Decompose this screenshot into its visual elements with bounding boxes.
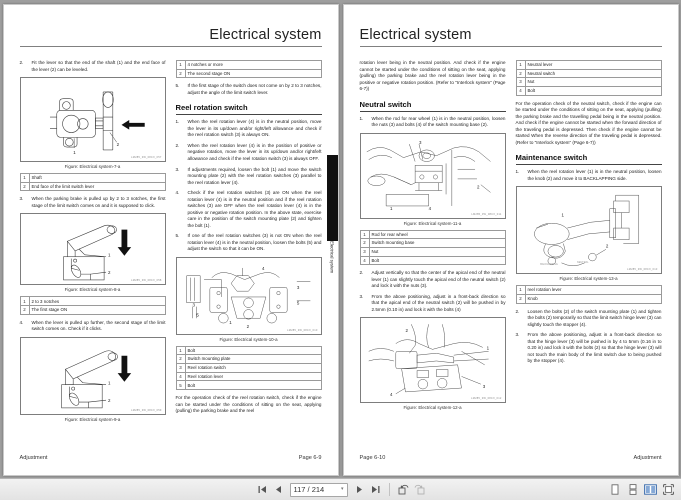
table-row	[516, 78, 661, 87]
item-text: When the rod for rear wheel (1) is in the neutral position, loosen the nuts (3) and bolts (4) of the switch mounting base (2).	[371, 115, 506, 128]
next-page-icon[interactable]	[353, 482, 366, 497]
figure-electrical-system-9a	[20, 337, 166, 415]
svg-text:1: 1	[72, 149, 76, 155]
key-number: 1	[176, 346, 185, 355]
toolbar-navigation-group	[0, 482, 681, 497]
table-row	[516, 295, 661, 304]
item-number: 3.	[359, 293, 364, 299]
key-label: Shaft	[29, 174, 165, 183]
toolbar-separator	[389, 483, 390, 496]
item-text: When the reel rotation lever (4) is in the neutral position, move the lever in its up/down and/or right/left allowance and check if the reel rotation switch (3) is always ON.	[187, 119, 322, 138]
first-page-icon[interactable]	[256, 482, 269, 497]
page-right[interactable]	[343, 4, 679, 476]
table-row	[516, 69, 661, 78]
key-label: reel rotation lever	[525, 286, 661, 295]
svg-text:5: 5	[195, 311, 199, 317]
key-label: 4 notches or more	[185, 61, 321, 70]
table-row	[360, 247, 505, 256]
table-row	[176, 346, 321, 355]
svg-text:1: 1	[107, 253, 110, 259]
table-row	[176, 372, 321, 381]
figure-caption: Figure: Electrical system-7-a	[64, 164, 121, 170]
figure-12a-drawing	[361, 318, 505, 402]
footer-section-label: Adjustment	[19, 455, 48, 461]
table-row	[516, 286, 661, 295]
key-number: 3	[516, 78, 525, 87]
table-row	[360, 239, 505, 248]
svg-text:BACKLAPPING: BACKLAPPING	[539, 263, 558, 267]
page-left[interactable]	[3, 4, 339, 476]
item-text: Adjust vertically so that the center of the apical end of the neutral lever (1) can slightly touch the apical end of the neutral switch (2) and lock it with the nuts (3).	[371, 270, 506, 289]
item-number: 2.	[359, 270, 364, 276]
section-heading-reel-rotation-switch: Reel rotation switch	[176, 103, 322, 115]
key-number: 2	[360, 239, 369, 248]
item-number: 4.	[19, 319, 24, 325]
prev-page-glyph	[274, 485, 283, 494]
key-number: 2	[176, 69, 185, 78]
key-label: Switch mounting base	[369, 239, 505, 248]
previous-page-icon[interactable]	[272, 482, 285, 497]
last-page-glyph	[371, 485, 380, 494]
svg-text:4: 4	[428, 205, 431, 211]
figure-electrical-system-12a	[360, 317, 506, 403]
chevron-down-icon[interactable]: ▾	[340, 486, 344, 492]
figure-caption: Figure: Electrical system-8-a	[64, 287, 121, 293]
key-number: 1	[516, 61, 525, 70]
svg-text:2: 2	[107, 270, 110, 276]
page-title: Electrical system	[209, 27, 322, 43]
item-number: 3.	[19, 196, 24, 202]
table-row	[176, 381, 321, 390]
page-title: Electrical system	[359, 27, 472, 43]
fit-view-glyph	[663, 484, 674, 495]
key-label: Neutral lever	[525, 61, 661, 70]
key-label: Switch mounting plate	[185, 355, 321, 364]
item-text: When the reel rotation lever (4) is in the position of positive or negative rotation, move the lever in its up/down and/or right/left allowance and check if the reel rotation switch (3) is always OFF.	[187, 142, 322, 161]
key-number: 3	[176, 364, 185, 373]
table-row	[516, 87, 661, 96]
table-row	[20, 297, 165, 306]
key-label: Bolt	[185, 346, 321, 355]
key-number: 5	[176, 381, 185, 390]
svg-text:2: 2	[107, 397, 110, 403]
figure-code: LM285_3W_08CX_011	[471, 212, 502, 216]
table-row	[516, 61, 661, 70]
figure-code: LM285_3W_08CX_059	[131, 408, 162, 412]
list-item	[360, 270, 506, 290]
key-label: Reel rotation switch	[185, 364, 321, 373]
toolbar-view-mode-group	[608, 482, 675, 497]
key-label: Reel rotation lever	[185, 372, 321, 381]
figure-7a-key-table	[20, 173, 166, 191]
key-number: 2	[176, 355, 185, 364]
svg-text:1: 1	[560, 212, 564, 218]
figure-electrical-system-13a	[516, 186, 662, 274]
key-label: 2 to 3 notches	[29, 297, 165, 306]
key-label: Bolt	[185, 381, 321, 390]
figure-code: LM285_3W_08CX_058	[131, 279, 162, 283]
key-number: 2	[20, 182, 29, 191]
left-page-column-1	[20, 60, 166, 426]
key-label: The second stage ON	[185, 69, 321, 78]
table-row	[176, 364, 321, 373]
svg-text:2: 2	[116, 142, 119, 148]
neutral-switch-check-paragraph: For the operation check of the neutral switch, check if the engine can be started under the conditions of sitting on the seat, applying (pulling) the parking brake and the travelling pedal being in the neutral position. And check if the engine cannot be started when the forward direction of the traveling pedal is depressed. Then check if the engine cannot be started When the reverse direction of the traveling pedal is depressed. (Refer to "Interlock system" (Page 6-7))	[515, 100, 662, 145]
key-label: The first stage ON	[29, 306, 165, 315]
table-row	[20, 182, 165, 191]
closing-paragraph: For the operation check of the reel rotation switch, check if the engine can be started under the conditions of sitting on the seat, applying (pulling) the parking brake and the reel	[175, 395, 322, 414]
svg-text:1: 1	[107, 380, 110, 386]
svg-text:2: 2	[605, 243, 608, 249]
last-page-icon[interactable]	[369, 482, 382, 497]
page-left-header	[20, 27, 322, 53]
list-item	[20, 320, 166, 333]
right-page-column-1	[360, 60, 506, 414]
table-row	[176, 355, 321, 364]
key-label: End face of the limit switch lever	[29, 182, 165, 191]
svg-text:2: 2	[404, 328, 408, 334]
notch-key-table	[176, 60, 322, 78]
figure-11a-drawing	[361, 134, 505, 218]
rotate-counterclockwise-icon[interactable]	[397, 482, 410, 497]
item-text: If adjustments required, loosen the bolt (1) and move the switch mounting plate (2) with the reel rotation switches (3) parallel to the reel rotation lever (4).	[187, 166, 322, 185]
svg-text:1: 1	[486, 345, 489, 351]
item-text: Fit the lever so that the end of the shaft (1) and the end face of the lever (2) can be leveled.	[31, 60, 166, 72]
facing-pages-glyph	[644, 484, 657, 495]
key-label: Bolt	[525, 87, 661, 96]
table-row	[176, 69, 321, 78]
footer-section-label: Adjustment	[633, 455, 662, 461]
list-item	[176, 83, 322, 96]
item-text: Check if the reel rotation switches (3) are ON when the reel rotation lever (4) is in the neutral position and if the reel rotation switches (3) are OFF when the reel rotation lever (4) is in the positive or negative rotation position. In the above state, exercise care in the position of the switch mounting plate (2) and tighten the bolt (1).	[187, 190, 322, 228]
item-text: If one of the reel rotation switches (3) is not ON when the reel rotation lever (4) is in the neutral position, loosen the bolts (5) and adjust the switch so that it can be ON.	[187, 233, 322, 252]
viewer-toolbar	[0, 478, 681, 500]
item-text: From the above positioning, adjust in a front-back direction so that the apical end of the neutral switch (2) will be pushed in by 2.5mm (0.10 in) and lock it with the bolts (4)	[371, 293, 506, 312]
key-label: Neutral switch	[525, 69, 661, 78]
figure-code: LM285_3W_08CX_057	[131, 156, 162, 160]
rotate-clockwise-icon[interactable]	[413, 482, 426, 497]
key-label: Bolt	[369, 256, 505, 265]
list-item	[176, 233, 322, 253]
figure-13a-key-table	[516, 285, 662, 303]
single-page-view-icon[interactable]	[608, 482, 621, 497]
neutral-switch-key-table	[516, 60, 662, 96]
svg-text:3: 3	[296, 284, 299, 290]
header-rule	[360, 46, 662, 47]
item-number: 2.	[19, 60, 24, 65]
key-label: Nut	[369, 247, 505, 256]
page-right-header	[360, 27, 662, 53]
rotate-ccw-glyph	[398, 484, 409, 495]
item-text: If the first stage of the switch does not come on by 2 to 3 notches, adjust the angle of the limit switch lever.	[187, 83, 322, 95]
figure-electrical-system-10a	[176, 257, 322, 335]
figure-10a-key-table	[176, 346, 322, 390]
figure-caption: Figure: Electrical system-13-a	[559, 276, 618, 282]
svg-text:3: 3	[418, 139, 421, 145]
item-text: From the above positioning, adjust in a front-back direction so that the hinge lever (3) will be pushed in by 4 to 5mm (0.16 in to 0.20 in) and lock it with the bolts (2) so that the hinge lever (3) will not touch the main body of the limit switch due to being pushed by the stopper (4).	[527, 332, 662, 364]
section-heading-neutral-switch: Neutral switch	[360, 100, 506, 112]
item-text: When the parking brake is pulled up by 2 to 3 notches, the first stage of the limit switch comes on and it is supposed to click.	[31, 196, 166, 208]
figure-electrical-system-8a	[20, 213, 166, 285]
svg-text:5: 5	[296, 300, 299, 306]
figure-10a-drawing	[177, 258, 321, 334]
figure-7a-drawing	[21, 78, 165, 161]
first-page-glyph	[258, 485, 267, 494]
figure-8a-key-table	[20, 296, 166, 314]
key-number: 1	[516, 286, 525, 295]
list-item	[516, 332, 662, 365]
footer-page-number: Page 6-9	[298, 455, 322, 461]
figure-code: LM285_3W_08CX_013	[627, 268, 658, 272]
list-item	[176, 190, 322, 229]
next-page-glyph	[355, 485, 364, 494]
svg-text:3: 3	[191, 302, 195, 308]
item-text: When the reel rotation lever (1) is in the neutral position, loosen the knob (2) and move it to BACKLAPPING side.	[527, 169, 662, 181]
item-text: When the lever is pulled up further, the second stage of the limit switch comes on. Check if it clicks.	[31, 319, 166, 332]
facing-pages-view-icon[interactable]	[644, 482, 657, 497]
figure-electrical-system-7a	[20, 77, 166, 162]
continuous-glyph	[628, 484, 638, 495]
fit-view-icon[interactable]	[662, 482, 675, 497]
list-item	[176, 119, 322, 139]
key-label: Nut	[525, 78, 661, 87]
svg-text:3: 3	[482, 384, 485, 390]
figure-13a-drawing	[517, 187, 661, 273]
key-number: 2	[516, 69, 525, 78]
svg-text:NEUTRAL: NEUTRAL	[576, 261, 589, 265]
figure-caption: Figure: Electrical system-11-a	[403, 220, 462, 226]
intro-paragraph: rotation lever being in the neutral position. And check if the engine cannot be started under the conditions of sitting on the seat, applying (pulling) the parking brake and the reel rotation lever being in the positive or negative rotation position. (Refer to "Interlock system" (Page 6-7))	[359, 60, 506, 92]
svg-text:2: 2	[476, 184, 479, 190]
continuous-view-icon[interactable]	[626, 482, 639, 497]
thumb-tab-black	[327, 155, 338, 241]
key-number: 1	[20, 297, 29, 306]
key-label: Knob	[525, 295, 661, 304]
figure-caption: Figure: Electrical system-12-a	[403, 405, 462, 411]
key-number: 4	[360, 256, 369, 265]
key-number: 2	[20, 306, 29, 315]
figure-caption: Figure: Electrical system-10-a	[219, 336, 278, 342]
item-number: 4.	[175, 190, 180, 196]
figure-electrical-system-11a	[360, 133, 506, 219]
list-item	[516, 169, 662, 182]
figure-8a-drawing	[21, 214, 165, 284]
figure-caption: Figure: Electrical system-9-a	[64, 416, 121, 422]
item-number: 3.	[515, 332, 520, 338]
footer-page-number: Page 6-10	[359, 455, 386, 461]
item-number: 1.	[359, 115, 364, 121]
key-number: 1	[176, 61, 185, 70]
page-right-footer	[360, 455, 662, 461]
item-number: 1.	[175, 119, 180, 125]
table-row	[360, 230, 505, 239]
svg-text:1: 1	[228, 319, 232, 325]
list-item	[176, 143, 322, 163]
table-row	[176, 61, 321, 70]
item-number: 2.	[175, 142, 180, 148]
key-label: Rod for rear wheel	[369, 230, 505, 239]
figure-11a-key-table	[360, 230, 506, 266]
item-number: 2.	[515, 308, 520, 314]
single-page-glyph	[610, 484, 620, 495]
page-left-footer	[20, 455, 322, 461]
list-item	[516, 309, 662, 329]
item-number: 5.	[175, 233, 180, 239]
item-number: 1.	[515, 169, 520, 175]
list-item	[176, 167, 322, 187]
figure-9a-drawing	[21, 338, 165, 414]
rotate-cw-glyph	[414, 484, 425, 495]
key-number: 1	[360, 230, 369, 239]
item-number: 5.	[175, 83, 180, 89]
key-number: 2	[516, 295, 525, 304]
item-text: Loosen the bolts (2) of the switch mounting plate (1) and tighten the bolts (2) temporarily so that the limit switch hinge lever (3) can slightly touch the stopper (4).	[527, 308, 662, 327]
svg-text:1: 1	[389, 205, 392, 211]
table-row	[20, 174, 165, 183]
list-item	[360, 294, 506, 314]
right-page-column-2	[516, 60, 662, 414]
table-row	[360, 256, 505, 265]
page-indicator: 117 / 214	[293, 485, 325, 494]
list-item	[20, 196, 166, 209]
figure-code: LM285_3W_08CX_012	[471, 397, 502, 401]
key-number: 1	[20, 174, 29, 183]
section-heading-maintenance-switch: Maintenance switch	[516, 153, 662, 165]
item-number: 3.	[175, 166, 180, 172]
key-number: 4	[516, 87, 525, 96]
header-rule	[20, 46, 322, 47]
table-row	[20, 306, 165, 315]
svg-text:4: 4	[389, 392, 392, 398]
key-number: 3	[360, 247, 369, 256]
left-page-column-2	[176, 60, 322, 426]
list-item	[20, 60, 166, 73]
svg-text:4: 4	[261, 265, 265, 271]
svg-text:2: 2	[246, 323, 249, 329]
thumb-tab-label: Electrical system	[329, 241, 335, 274]
key-number: 4	[176, 372, 185, 381]
figure-code: LM285_3W_08CX_010	[287, 328, 318, 332]
page-number-input[interactable]	[290, 483, 348, 497]
list-item	[360, 116, 506, 129]
